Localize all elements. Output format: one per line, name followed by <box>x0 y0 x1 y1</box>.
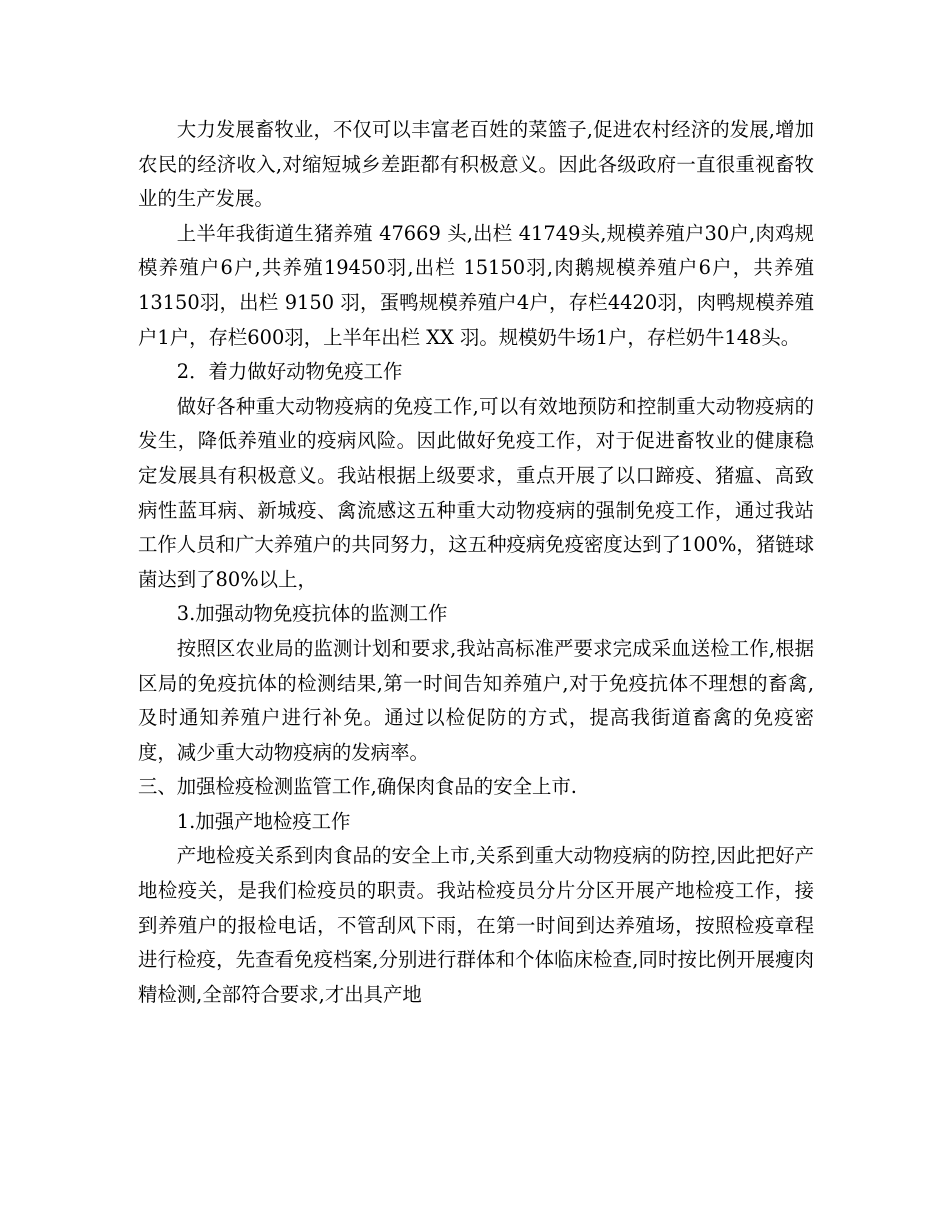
paragraph-antibody-monitoring: 按照区农业局的监测计划和要求,我站高标准严要求完成采血送检工作,根据区局的免疫抗体的检测结果,第一时间告知养殖户,对于免疫抗体不理想的畜禽,及时通知养殖户进行补免。通过以检促防的方式，提高我街道畜禽的免疫密度，减少重大动物疫病的发病率。 <box>138 636 814 764</box>
paragraph-livestock-development: 大力发展畜牧业，不仅可以丰富老百姓的菜篮子,促进农村经济的发展,增加农民的经济收入,对缩短城乡差距都有积极意义。因此各级政府一直很重视畜牧业的生产发展。 <box>138 118 814 211</box>
paragraph-breeding-statistics: 上半年我街道生猪养殖 47669 头,出栏 41749头,规模养殖户30户,肉鸡规模养殖户6户,共养殖19450羽,出栏 15150羽,肉鹅规模养殖户6户，共养殖 13150羽，出栏 9150 羽，蛋鸭规模养殖户4户，存栏4420羽，肉鸭规模养殖户1户，存栏600羽，上半年出栏 XX 羽。规模奶牛场1户，存栏奶牛148头。 <box>138 221 814 349</box>
section-heading-antibody-monitoring: 3.加强动物免疫抗体的监测工作 <box>176 602 448 626</box>
document-body <box>138 113 814 1012</box>
section-heading-origin-quarantine: 1.加强产地检疫工作 <box>176 809 351 833</box>
section-heading-immunization: 2．着力做好动物免疫工作 <box>176 360 403 384</box>
paragraph-immunization-work: 做好各种重大动物疫病的免疫工作,可以有效地预防和控制重大动物疫病的发生，降低养殖业的疫病风险。因此做好免疫工作，对于促进畜牧业的健康稳定发展具有积极意义。我站根据上级要求，重点开展了以口蹄疫、猪瘟、高致病性蓝耳病、新城疫、禽流感这五种重大动物疫病的强制免疫工作，通过我站工作人员和广大养殖户的共同努力，这五种疫病免疫密度达到了100%，猪链球菌达到了80%以上， <box>138 394 814 591</box>
chapter-heading-quarantine-supervision: 三、加强检疫检测监管工作,确保肉食品的安全上市. <box>138 775 577 799</box>
paragraph-origin-quarantine: 产地检疫关系到肉食品的安全上市,关系到重大动物疫病的防控,因此把好产地检疫关，是我们检疫员的职责。我站检疫员分片分区开展产地检疫工作，接到养殖户的报检电话，不管刮风下雨，在第一时间到达养殖场，按照检疫章程进行检疫，先查看免疫档案,分别进行群体和个体临床检查,同时按比例开展瘦肉精检测,全部符合要求,才出具产地 <box>138 844 814 1006</box>
